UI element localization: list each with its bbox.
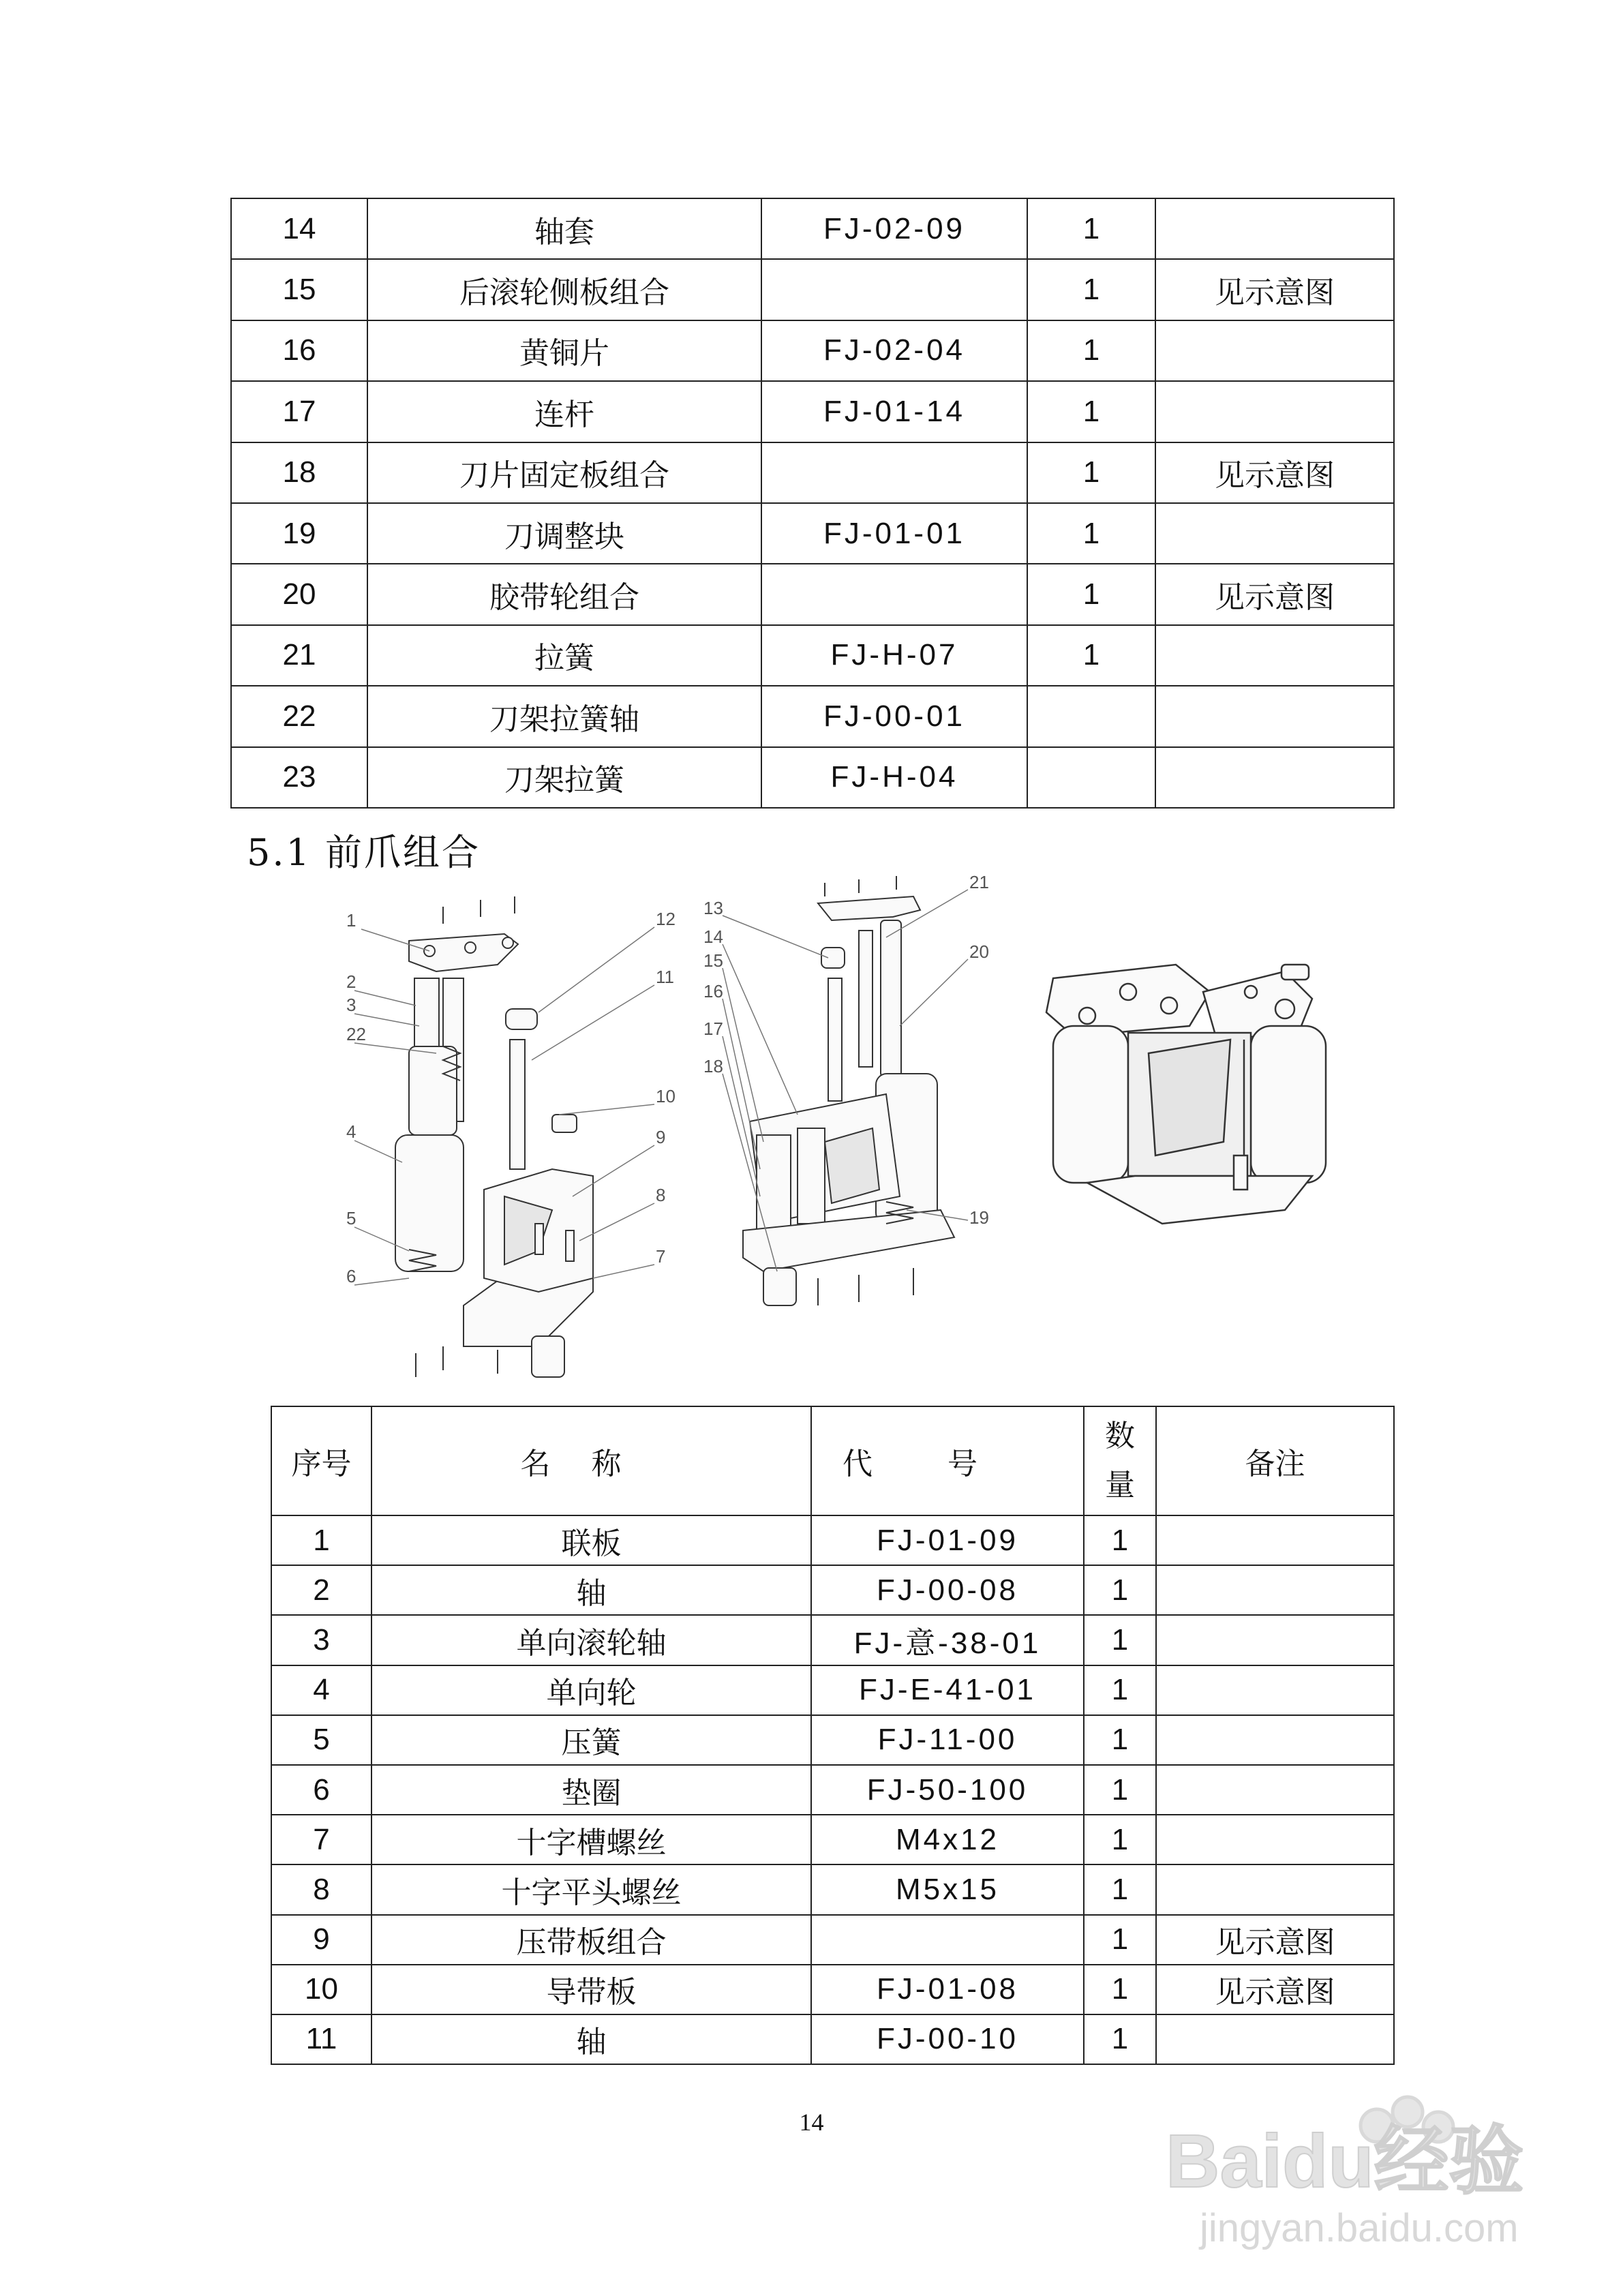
page-number: 14: [799, 2109, 824, 2136]
callout-17: 17: [703, 1018, 723, 1039]
section-heading: 5.1 前爪组合: [247, 831, 481, 874]
cell-note: [1156, 1565, 1394, 1615]
cell-qty: 1: [1027, 198, 1155, 259]
callout-9: 9: [656, 1127, 666, 1147]
cell-code: FJ-E-41-01: [811, 1665, 1084, 1715]
cell-name: 导带板: [371, 1965, 811, 2014]
cell-code: [761, 442, 1027, 503]
cell-note: 见示意图: [1156, 1965, 1394, 2014]
cell-note: [1156, 1615, 1394, 1665]
cell-qty: 1: [1027, 442, 1155, 503]
table-row: [271, 1915, 1394, 1965]
table-row: [271, 1815, 1394, 1864]
cell-name: 垫圈: [371, 1765, 811, 1815]
front-claw-parts-table: [271, 1406, 1395, 2065]
callout-7: 7: [656, 1246, 666, 1267]
callout-2: 2: [346, 971, 357, 992]
table-row: [271, 1965, 1394, 2014]
cell-code: FJ-H-07: [761, 625, 1027, 686]
cell-code: FJ-00-10: [811, 2014, 1084, 2064]
table-row: [231, 625, 1394, 686]
table-row: [271, 1665, 1394, 1715]
cell-no: 11: [271, 2014, 371, 2064]
table-row: [231, 442, 1394, 503]
cell-name: 单向轮: [371, 1665, 811, 1715]
cell-note: 见示意图: [1155, 564, 1394, 624]
cell-no: 4: [271, 1665, 371, 1715]
table-row: [271, 1864, 1394, 1914]
cell-qty: 1: [1084, 1864, 1156, 1914]
cell-qty: [1027, 686, 1155, 746]
cell-no: 9: [271, 1915, 371, 1965]
cell-no: 2: [271, 1565, 371, 1615]
cell-code: FJ-00-08: [811, 1565, 1084, 1615]
parts-table-continued: [230, 198, 1395, 809]
cell-qty: 1: [1027, 259, 1155, 320]
cell-qty: [1027, 747, 1155, 808]
callout-12: 12: [656, 909, 676, 929]
cell-qty: 1: [1027, 564, 1155, 624]
cell-name: 后滚轮侧板组合: [367, 259, 761, 320]
cell-name: 连杆: [367, 381, 761, 442]
callout-16: 16: [703, 981, 723, 1001]
callout-20: 20: [969, 941, 989, 962]
cell-code: FJ-01-08: [811, 1965, 1084, 2014]
callout-15: 15: [703, 950, 723, 971]
cell-code: FJ-01-01: [761, 503, 1027, 564]
cell-note: 见示意图: [1156, 1915, 1394, 1965]
cell-name: 联板: [371, 1515, 811, 1565]
cell-note: [1155, 625, 1394, 686]
cell-note: [1156, 1665, 1394, 1715]
cell-no: 21: [231, 625, 367, 686]
cell-note: [1156, 1765, 1394, 1815]
cell-no: 6: [271, 1765, 371, 1815]
cell-code: FJ-00-01: [761, 686, 1027, 746]
callout-8: 8: [656, 1185, 666, 1205]
table-row: [231, 259, 1394, 320]
cell-note: [1156, 1715, 1394, 1765]
header-note: 备注: [1156, 1406, 1394, 1515]
cell-note: [1155, 503, 1394, 564]
cell-qty: 1: [1084, 1515, 1156, 1565]
cell-no: 20: [231, 564, 367, 624]
cell-name: 刀架拉簧: [367, 747, 761, 808]
cell-note: [1156, 2014, 1394, 2064]
cell-note: 见示意图: [1155, 442, 1394, 503]
cell-code: M4x12: [811, 1815, 1084, 1864]
cell-name: 黄铜片: [367, 320, 761, 381]
table-row: [231, 747, 1394, 808]
cell-no: 10: [271, 1965, 371, 2014]
cell-qty: 1: [1084, 1565, 1156, 1615]
cell-note: [1156, 1864, 1394, 1914]
cell-no: 19: [231, 503, 367, 564]
table-row: [231, 381, 1394, 442]
cell-no: 18: [231, 442, 367, 503]
cell-note: [1156, 1815, 1394, 1864]
callout-5: 5: [346, 1208, 357, 1228]
cell-qty: 1: [1027, 381, 1155, 442]
exploded-view-middle: [682, 869, 1009, 1346]
cell-name: 拉簧: [367, 625, 761, 686]
cell-qty: 1: [1027, 320, 1155, 381]
cell-name: 压带板组合: [371, 1915, 811, 1965]
cell-code: M5x15: [811, 1864, 1084, 1914]
callout-1: 1: [346, 910, 357, 931]
cell-name: 十字平头螺丝: [371, 1864, 811, 1914]
cell-qty: 1: [1084, 1665, 1156, 1715]
cell-no: 15: [231, 259, 367, 320]
cell-note: 见示意图: [1155, 259, 1394, 320]
cell-code: FJ-02-09: [761, 198, 1027, 259]
table-row: [231, 198, 1394, 259]
header-code: 代号: [811, 1406, 1084, 1515]
table-header-row: [271, 1406, 1394, 1515]
cell-code: FJ-意-38-01: [811, 1615, 1084, 1665]
cell-name: 刀调整块: [367, 503, 761, 564]
table-row: [231, 320, 1394, 381]
cell-name: 胶带轮组合: [367, 564, 761, 624]
cell-qty: 1: [1084, 1965, 1156, 2014]
cell-note: [1155, 747, 1394, 808]
cell-code: FJ-50-100: [811, 1765, 1084, 1815]
cell-code: [761, 564, 1027, 624]
cell-no: 1: [271, 1515, 371, 1565]
cell-code: [811, 1915, 1084, 1965]
header-no: 序号: [271, 1406, 371, 1515]
cell-name: 十字槽螺丝: [371, 1815, 811, 1864]
callout-14: 14: [703, 926, 723, 947]
cell-code: FJ-01-14: [761, 381, 1027, 442]
cell-name: 刀架拉簧轴: [367, 686, 761, 746]
cell-qty: 1: [1084, 1765, 1156, 1815]
table-row: [231, 564, 1394, 624]
cell-name: 刀片固定板组合: [367, 442, 761, 503]
baidu-jingyan-watermark: [1152, 2085, 1534, 2255]
callout-22: 22: [346, 1024, 366, 1044]
cell-no: 14: [231, 198, 367, 259]
cell-name: 压簧: [371, 1715, 811, 1765]
table-row: [271, 1565, 1394, 1615]
cell-no: 16: [231, 320, 367, 381]
table-row: [271, 2014, 1394, 2064]
assembled-view: [1026, 951, 1353, 1237]
callout-6: 6: [346, 1266, 357, 1286]
cell-no: 22: [231, 686, 367, 746]
cell-qty: 1: [1027, 625, 1155, 686]
front-claw-exploded-figure: [334, 869, 1356, 1398]
cell-no: 8: [271, 1864, 371, 1914]
callout-21: 21: [969, 872, 989, 892]
cell-code: FJ-H-04: [761, 747, 1027, 808]
cell-code: [761, 259, 1027, 320]
cell-qty: 1: [1084, 1715, 1156, 1765]
cell-qty: 1: [1084, 1915, 1156, 1965]
table-row: [271, 1515, 1394, 1565]
cell-note: [1155, 381, 1394, 442]
cell-name: 单向滚轮轴: [371, 1615, 811, 1665]
callout-11: 11: [656, 967, 674, 987]
watermark-url: jingyan.baidu.com: [1200, 2206, 1519, 2250]
cell-code: FJ-11-00: [811, 1715, 1084, 1765]
cell-no: 5: [271, 1715, 371, 1765]
cell-qty: 1: [1027, 503, 1155, 564]
cell-note: [1155, 320, 1394, 381]
cell-name: 轴: [371, 2014, 811, 2064]
cell-note: [1155, 686, 1394, 746]
cell-no: 17: [231, 381, 367, 442]
header-name: 名称: [371, 1406, 811, 1515]
exploded-view-left: [334, 869, 688, 1398]
cell-qty: 1: [1084, 1615, 1156, 1665]
callout-18: 18: [703, 1056, 723, 1076]
cell-note: [1156, 1515, 1394, 1565]
watermark-brand: Baidu经验: [1166, 2119, 1524, 2203]
cell-name: 轴: [371, 1565, 811, 1615]
cell-name: 轴套: [367, 198, 761, 259]
cell-qty: 1: [1084, 1815, 1156, 1864]
callout-10: 10: [656, 1086, 676, 1106]
cell-no: 7: [271, 1815, 371, 1864]
table-row: [231, 503, 1394, 564]
cell-no: 23: [231, 747, 367, 808]
cell-no: 3: [271, 1615, 371, 1665]
callout-4: 4: [346, 1121, 357, 1142]
cell-code: FJ-02-04: [761, 320, 1027, 381]
cell-code: FJ-01-09: [811, 1515, 1084, 1565]
callout-19: 19: [969, 1207, 989, 1228]
header-qty: 数 量: [1084, 1406, 1156, 1515]
table-row: [271, 1765, 1394, 1815]
callout-13: 13: [703, 898, 723, 918]
table-row: [271, 1615, 1394, 1665]
table-row: [231, 686, 1394, 746]
table-row: [271, 1715, 1394, 1765]
cell-qty: 1: [1084, 2014, 1156, 2064]
cell-note: [1155, 198, 1394, 259]
callout-3: 3: [346, 995, 357, 1015]
